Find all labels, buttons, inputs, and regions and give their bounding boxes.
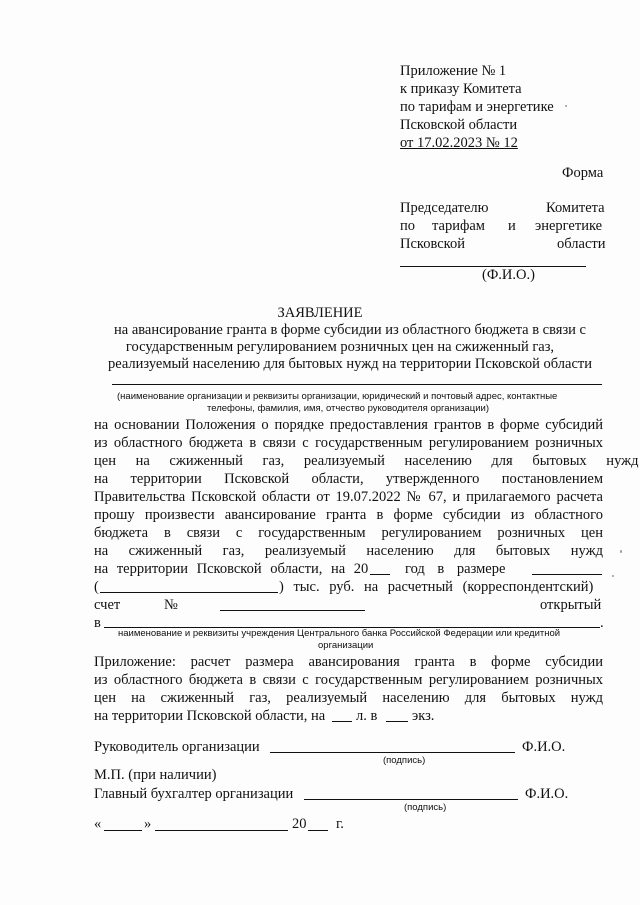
date-month-blank — [155, 830, 288, 831]
account-label: счет — [94, 597, 121, 613]
attachment-line-4: на территории Псковской области, на — [94, 708, 326, 724]
account-number-sign: № — [164, 597, 178, 613]
addressee-fio: (Ф.И.О.) — [482, 267, 535, 283]
attachment-line: из областного бюджета в связи с государственным регулированием розничных — [94, 672, 603, 688]
date-open-quote: « — [94, 816, 102, 832]
date-year-prefix: 20 — [292, 816, 307, 832]
addressee-word: и — [508, 218, 516, 234]
stamp-label: М.П. (при наличии) — [94, 767, 217, 783]
sheets-blank — [332, 721, 352, 722]
form-label: Форма — [562, 165, 604, 181]
accountant-signature-caption: (подпись) — [404, 802, 447, 813]
accountant-fio: Ф.И.О. — [525, 786, 569, 802]
document-subtitle-1: на авансирование гранта в форме субсидии из областного бюджета в связи с — [114, 322, 586, 338]
appendix-line-4: Псковской области — [400, 117, 518, 133]
organization-caption-2: телефоны, фамилия, имя, отчество руководителя организации) — [207, 403, 489, 414]
body-line: на сжиженный газ, реализуемый населению для бытовых нужд — [94, 543, 603, 559]
appendix-line-3: по тарифам и энергетике — [400, 99, 554, 115]
document-subtitle-3: реализуемый населению для бытовых нужд на территории Псковской области — [108, 356, 592, 372]
body-line-year: на территории Псковской области, на 20 — [94, 561, 369, 577]
bank-period: . — [600, 615, 604, 631]
body-line: Правительства Псковской области от 19.07.2022 № 67, и прилагаемого расчета — [94, 489, 603, 505]
head-signature-caption: (подпись) — [383, 755, 426, 766]
head-signature-label: Руководитель организации — [94, 739, 260, 755]
body-line: прошу произвести авансирование гранта в форме субсидии из областного — [94, 507, 603, 523]
scan-speck — [612, 575, 614, 577]
addressee-line-1-right: Комитета — [546, 200, 605, 216]
copies-label: экз. — [412, 708, 435, 724]
amount-words-blank — [100, 592, 278, 593]
date-year-blank — [308, 830, 328, 831]
body-line: на территории Псковской области, утвержденного постановлением — [94, 471, 603, 487]
addressee-word: энергетике — [535, 218, 603, 234]
accountant-signature-label: Главный бухгалтер организации — [94, 786, 294, 802]
amount-words-open: ( — [94, 579, 99, 595]
body-line: на основании Положения о порядке предоставления грантов в форме субсидий — [94, 417, 603, 433]
date-year-suffix: г. — [336, 816, 344, 832]
addressee-line-1-left: Председателю — [400, 200, 489, 216]
bank-caption-1: наименование и реквизиты учреждения Центрального банка Российской Федерации или кредитной — [118, 628, 561, 639]
organization-line — [112, 384, 602, 385]
scan-speck — [565, 105, 567, 107]
body-line-amount-label: год в размере — [405, 561, 506, 577]
attachment-line: цен на сжиженный газ, реализуемый населению для бытовых нужд — [94, 690, 603, 706]
account-opened: открытый — [540, 597, 602, 613]
addressee-line-3-right: области — [557, 236, 606, 252]
body-line: цен на сжиженный газ, реализуемый населению для бытовых нужд — [94, 453, 639, 469]
head-fio: Ф.И.О. — [522, 739, 566, 755]
document-subtitle-2: государственным регулированием розничных цен на сжиженный газ, — [125, 339, 555, 355]
body-line: из областного бюджета в связи с государственным регулированием розничных — [94, 435, 603, 451]
accountant-signature-line — [304, 799, 518, 800]
bank-caption-2: организации — [318, 640, 374, 651]
bank-prefix: в — [94, 615, 101, 631]
appendix-line-1: Приложение № 1 — [400, 63, 507, 79]
head-signature-line — [270, 752, 515, 753]
addressee-word: по — [400, 218, 416, 234]
appendix-line-2: к приказу Комитета — [400, 81, 522, 97]
sheets-label: л. в — [356, 708, 378, 724]
account-number-blank — [220, 610, 365, 611]
body-line: бюджета в связи с государственным регулированием розничных цен — [94, 525, 603, 541]
appendix-line-5: от 17.02.2023 № 12 — [400, 135, 518, 151]
attachment-line: Приложение: расчет размера авансирования гранта в форме субсидии — [94, 654, 603, 670]
copies-blank — [386, 721, 408, 722]
organization-caption-1: (наименование организации и реквизиты организации, юридический и почтовый адрес, контактные — [117, 391, 558, 402]
document-title: ЗАЯВЛЕНИЕ — [277, 305, 363, 321]
amount-words-close: ) тыс. руб. на расчетный (корреспондентский) — [279, 579, 594, 595]
date-close-quote: » — [144, 816, 152, 832]
year-blank — [370, 574, 390, 575]
addressee-line-3-left: Псковской — [400, 236, 465, 252]
scan-speck — [620, 550, 622, 553]
date-day-blank — [104, 830, 142, 831]
addressee-word: тарифам — [432, 218, 485, 234]
amount-blank — [532, 574, 602, 575]
